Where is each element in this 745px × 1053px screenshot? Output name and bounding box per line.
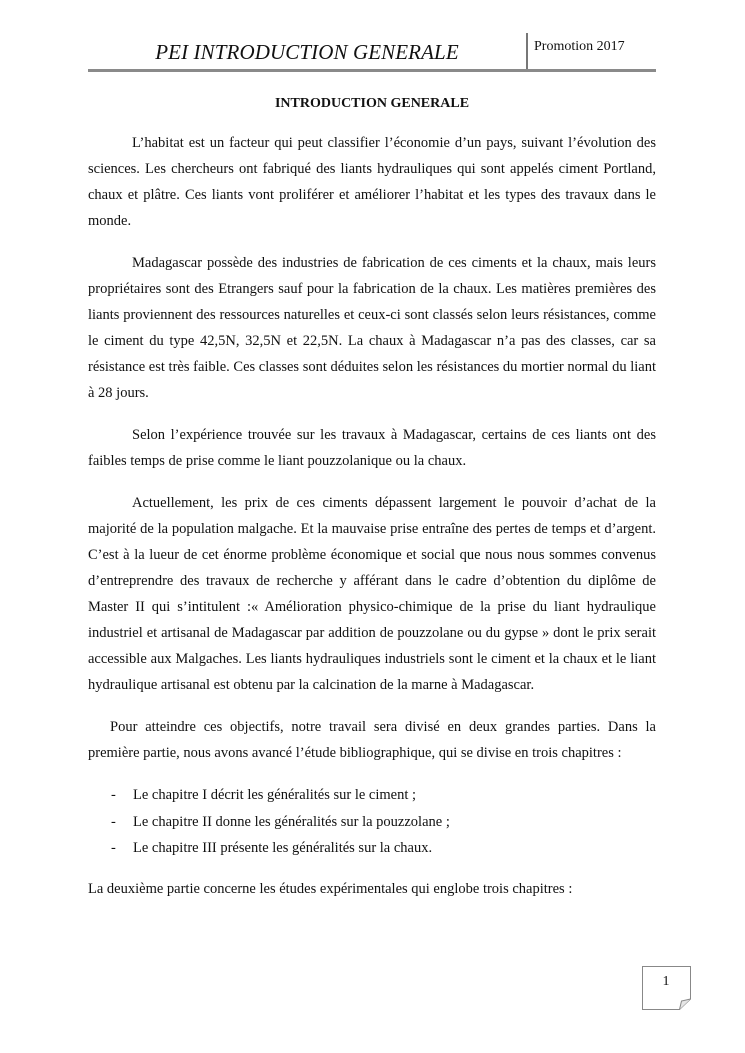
page-header — [88, 30, 656, 72]
header-title: PEI INTRODUCTION GENERALE — [155, 40, 459, 64]
list-bullet: - — [111, 787, 116, 803]
list-item-text: Le chapitre III présente les généralités sur la chaux. — [133, 840, 433, 856]
page-number-box — [642, 966, 691, 1010]
list-item — [88, 782, 656, 809]
header-separator — [526, 33, 528, 70]
list-bullet: - — [111, 813, 116, 830]
paragraph-3: Selon l’expérience trouvée sur les travaux à Madagascar, certains de ces liants ont des faibles temps de prise comme le liant pouzzolanique ou la chaux. — [88, 427, 656, 469]
header-rule — [88, 69, 656, 72]
chapter-list — [88, 782, 656, 862]
paragraph-1: L’habitat est un facteur qui peut classifier l’économie d’un pays, suivant l’évolution des sciences. Les chercheurs ont fabriqué des liants hydrauliques qui sont appelés ciment Portland, chaux et plâtre. Ces liants vont proliférer et améliorer l’habitat et les types des travaux dans le monde. — [88, 135, 656, 229]
closing-paragraph: La deuxième partie concerne les études expérimentales qui englobe trois chapitres : — [88, 880, 573, 897]
paragraph-5: Pour atteindre ces objectifs, notre travail sera divisé en deux grandes parties. Dans la première partie, nous avons avancé l’étude bibliographique, qui se divise en trois chapitres : — [88, 719, 656, 761]
list-bullet: - — [111, 840, 116, 856]
list-item-text: Le chapitre II donne les généralités sur la pouzzolane ; — [133, 813, 450, 830]
paragraph-4: Actuellement, les prix de ces ciments dépassent largement le pouvoir d’achat de la majorité de la population malgache. Et la mauvaise prise entraîne des pertes de temps et d’argent. C’est à la lueur de cet énorme problème économique et social que nous nous sommes convenus d’entreprendre des travaux de recherche y afférant dans le cadre d’obtention du diplôme de Master II qui s’intitulent :« Amélioration physico-chimique de la prise du liant hydraulique industriel et artisanal de Madagascar par addition de pouzzolane ou du gypse » dont le prix serait accessible aux Malgaches. Les liants hydrauliques industriels sont le ciment et la chaux et le liant hydraulique artisanal est obtenu par la calcination de la marne à Madagascar. — [88, 495, 656, 693]
paragraph-2: Madagascar possède des industries de fabrication de ces ciments et la chaux, mais leurs propriétaires sont des Etrangers sauf pour la fabrication de la chaux. Les matières premières des liants proviennent des ressources naturelles et ceux-ci sont classés selon leurs résistances, comme le ciment du type 42,5N, 32,5N et 22,5N. La chaux à Madagascar n’a pas des classes, car sa résistance est très faible. Ces classes sont déduites selon les résistances du mortier normal du liant à 28 jours. — [88, 255, 656, 401]
list-item — [88, 809, 656, 836]
page-body — [88, 96, 656, 902]
list-item-text: Le chapitre I décrit les généralités sur le ciment ; — [133, 787, 417, 803]
list-item — [88, 835, 656, 862]
header-promotion: Promotion 2017 — [534, 39, 625, 54]
page-number: 1 — [662, 974, 670, 989]
main-heading: INTRODUCTION GENERALE — [274, 96, 470, 111]
